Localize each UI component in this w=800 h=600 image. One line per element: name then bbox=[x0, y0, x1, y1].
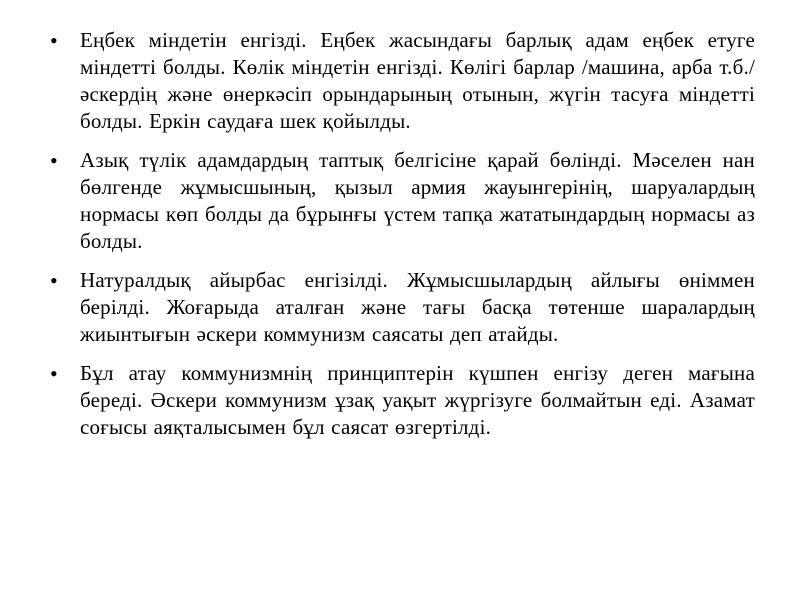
bullet-dot-icon: • bbox=[50, 268, 58, 293]
bullet-dot-icon: • bbox=[50, 28, 58, 53]
bullet-item-war-communism bbox=[50, 360, 755, 441]
bullet-dot-icon: • bbox=[50, 361, 58, 386]
bullet-text: Азық түлік адамдардың таптық белгісіне қарай бөлінді. Мәселен нан бөлгенде жұмысшының, қызыл армия жауынгерінің, шаруалардың нормасы көп болды да бұрынғы үстем тапқа жататындардың нормасы аз болды. bbox=[80, 148, 755, 253]
bullet-item-food-distribution bbox=[50, 147, 755, 255]
bullet-text: Еңбек міндетін енгізді. Еңбек жасындағы барлық адам еңбек етуге міндетті болды. Көлік міндетін енгізді. Көлігі барлар /машина, арба т.б./ әскердің және өнеркәсіп орындарының отынын, жүгін тасуға міндетті болды. Еркін саудаға шек қойылды. bbox=[80, 28, 755, 133]
bullet-text: Натуралдық айырбас енгізілді. Жұмысшылардың айлығы өніммен берілді. Жоғарыда аталған және тағы басқа төтенше шаралардың жиынтығын әскери коммунизм саясаты деп атайды. bbox=[80, 268, 755, 346]
bullet-item-labor-duty bbox=[50, 27, 755, 135]
bullet-text: Бұл атау коммунизмнің принциптерін күшпен енгізу деген мағына береді. Әскери коммунизм ұзақ уақыт жүргізуге болмайтын еді. Азамат соғысы аяқталысымен бұл саясат өзгертілді. bbox=[80, 361, 755, 439]
bullet-item-natural-exchange bbox=[50, 267, 755, 348]
bullet-list bbox=[50, 27, 755, 441]
bullet-dot-icon: • bbox=[50, 148, 58, 173]
